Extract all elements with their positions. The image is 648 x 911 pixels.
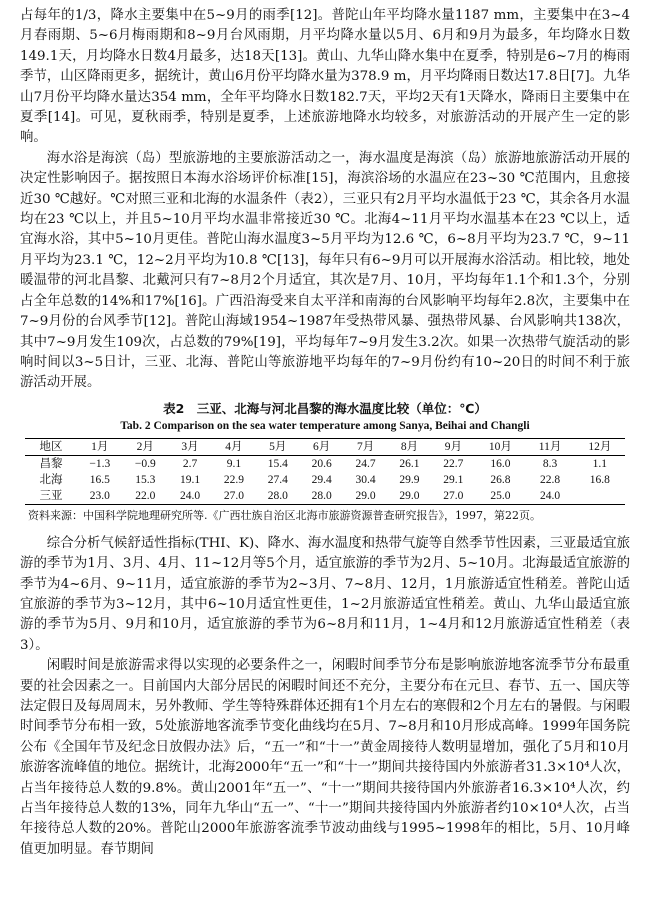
- table-cell: 29.0: [355, 489, 376, 502]
- paper-page: [20, 6, 630, 860]
- table-cell: −0.9: [134, 457, 156, 470]
- table-row: [25, 455, 625, 472]
- header-cell: 1月: [91, 440, 109, 453]
- table-cell: 25.0: [490, 489, 511, 502]
- table-cell: 北海: [39, 473, 63, 486]
- table-cell: −1.3: [89, 457, 111, 470]
- table-cell: 16.0: [490, 457, 511, 470]
- table-2: [20, 400, 630, 524]
- header-cell: 10月: [488, 440, 512, 453]
- table-cell: 20.6: [311, 457, 332, 470]
- table-cell: 28.0: [311, 489, 332, 502]
- paragraph-sea-bathing: 海水浴是海滨（岛）型旅游地的主要旅游活动之一，海水温度是海滨（岛）旅游地旅游活动开展的决定性影响因子。据按照日本海水浴场评价标准[15]，海滨浴场的水温应在23~30 ℃范围内，且愈接近30 ℃越好。℃对照三亚和北海的水温条件（表2），三亚只有2月平均水温低于23 ℃，其余各月水温均在23 ℃以上，并且5~10月平均水温非常接近30 ℃。北海4~11月平均水温基本在23 ℃以上，适宜海水浴，其中5~10月更佳。普陀山海水温度3~5月平均为12.6 ℃，6~8月平均为23.7 ℃，9~11月平均为23.1 ℃，12~2月平均为10.8 ℃[13]，每年只有6~9月可以开展海水浴活动。相比较，地处暖温带的河北昌黎、北戴河只有7~8月2个月适宜，其次是7月、10月，平均每年1.1个和1.3个，分别占全年总数的14%和17%[16]。广西沿海受来自太平洋和南海的台风影响平均每年2.8次，主要集中在7~9月份的台风季节[12]。普陀山海域1954~1987年受热带风暴、强热带风暴、台风影响共138次，其中7~9月发生109次，占总数的79%[19]，平均每年7~9月发生3.2次。如果一次热带气旋活动的影响时间以3~5日计，三亚、北海、普陀山等旅游地平均每年的7~9月份约有10~20日的时间不利于旅游活动开展。: [20, 150, 630, 391]
- table-cell: 16.5: [89, 473, 110, 486]
- header-cell: 8月: [400, 440, 419, 453]
- paragraph-season-summary: 综合分析气候舒适性指标(THI、K)、降水、海水温度和热带气旋等自然季节性因素，三亚最适宜旅游的季节为1月、3月、4月、11~12月等5个月，适宜旅游的季节为2月、5~10月。北海最适宜旅游的季节为4~6月、9~11月，适宜旅游的季节为2~3月、7~8月、12月，1月旅游适宜性稍差。普陀山适宜旅游的季节为3~12月，其中6~10月适宜性更佳，1~2月旅游适宜性稍差。黄山、九华山最适宜旅游的季节为5月、9月和10月，适宜旅游的季节为6~8月和11月，1~4月和12月旅游适宜性稍差（表3）。: [20, 535, 630, 653]
- table-cell: 9.1: [226, 457, 242, 470]
- table-cell: 26.1: [399, 457, 420, 470]
- table-cell: 15.4: [267, 457, 288, 470]
- header-cell: 5月: [269, 440, 287, 453]
- table-cell: 26.8: [490, 473, 511, 486]
- table-cell: 15.3: [135, 473, 156, 486]
- header-cell: 12月: [588, 440, 612, 453]
- table-cell: 27.0: [223, 489, 244, 502]
- table-cell: 8.3: [542, 457, 558, 470]
- table-cell: 27.4: [267, 473, 288, 486]
- table-cell: 22.0: [135, 489, 156, 502]
- table-source-note: 资料来源：中国科学院地理研究所等.《广西壮族自治区北海市旅游资源普查研究报告》，1997，第22页。: [28, 508, 541, 522]
- table-cell: 23.0: [89, 489, 110, 502]
- table-cell: 29.4: [311, 473, 332, 486]
- table-cell: 29.0: [399, 489, 420, 502]
- table-cell: 24.0: [540, 489, 561, 502]
- header-cell: 11月: [538, 440, 562, 453]
- table-cell: 22.9: [223, 473, 244, 486]
- table-cell: 16.8: [589, 473, 610, 486]
- table-row: [25, 488, 625, 505]
- table-cell: 29.1: [443, 473, 464, 486]
- table-cell: 28.0: [267, 489, 288, 502]
- table-cell: 1.1: [592, 457, 608, 470]
- table-title-zh: 表2 三亚、北海与河北昌黎的海水温度比较（单位：℃）: [163, 400, 487, 416]
- header-cell: 2月: [136, 440, 154, 453]
- paragraph-leisure-time: 闲暇时间是旅游需求得以实现的必要条件之一，闲暇时间季节分布是影响旅游地客流季节分布最重要的社会因素之一。目前国内大部分居民的闲暇时间还不充分，主要分布在元旦、春节、五一、国庆等法定假日及每周周末，另外教师、学生等特殊群体还拥有1个月左右的寒假和2个月左右的暑假。与闲暇时间季节分布相一致，5处旅游地客流季节变化曲线均在5月、7~8月和10月形成高峰。1999年国务院公布《全国年节及纪念日放假办法》后，“五一”和“十一”黄金周接待人数明显增加，强化了5月和10月旅游客流峰值的地位。据统计，北海2000年“五一”和“十一”期间共接待国内外旅游者31.3×10⁴人次，占当年接待总人数的9.8%。黄山2001年“五一”、“十一”期间共接待国内外旅游者16.3×10⁴人次，约占当年接待总人数的13%，同年九华山“五一”、“十一”期间共接待国内外旅游者约10×10⁴人次，占当年接待总人数的20%。普陀山2000年旅游客流季节波动曲线与1995~1998年的相比，5月、10月峰值更加明显。春节期间: [20, 658, 630, 857]
- header-cell: 7月: [356, 440, 375, 453]
- paragraph-precipitation: 占每年的1/3，降水主要集中在5~9月的雨季[12]。普陀山年平均降水量1187 mm，主要集中在3~4月春雨期、5~6月梅雨期和8~9月台风雨期，月平均降水量以5月、6月和9月为最多，年均降水日数149.1天，月均降水日数4月最多，达18天[13]。黄山、九华山降水集中在夏季，特别是6~7月的梅雨季节，山区降雨更多，据统计，黄山6月份平均降水量为378.9 m，月平均降雨日数达17.8日[7]。九华山7月份平均降水量达354 mm，全年平均降水日数182.7天，平均2天有1天降水，降雨日主要集中在夏季[14]。可见，夏秋雨季，特别是夏季，上述旅游地降水均较多，对旅游活动的开展产生一定的影响。: [20, 8, 630, 146]
- table-cell: 24.0: [179, 489, 201, 502]
- header-cell: 3月: [181, 440, 199, 453]
- table-cell: 昌黎: [39, 457, 63, 470]
- table-header-row: [25, 438, 625, 455]
- table-cell: 22.7: [443, 457, 464, 470]
- table-cell: 22.8: [540, 473, 561, 486]
- header-cell: 6月: [313, 440, 331, 453]
- table-cell: 27.0: [443, 489, 464, 502]
- table-cell: 29.9: [399, 473, 420, 486]
- header-cell: 9月: [444, 440, 462, 453]
- header-cell: 地区: [39, 440, 63, 453]
- table-cell: [575, 488, 625, 505]
- table-cell: 2.7: [182, 457, 198, 470]
- table-title-en: Tab. 2 Comparison on the sea water temperature among Sanya, Beihai and Changli: [120, 419, 530, 432]
- table-cell: 24.7: [355, 457, 376, 470]
- table-row: [25, 472, 625, 488]
- table-cell: 30.4: [355, 473, 376, 486]
- table-cell: 19.1: [179, 473, 201, 486]
- sea-temperature-table: [25, 438, 625, 505]
- table-cell: 三亚: [39, 489, 63, 502]
- header-cell: 4月: [225, 440, 243, 453]
